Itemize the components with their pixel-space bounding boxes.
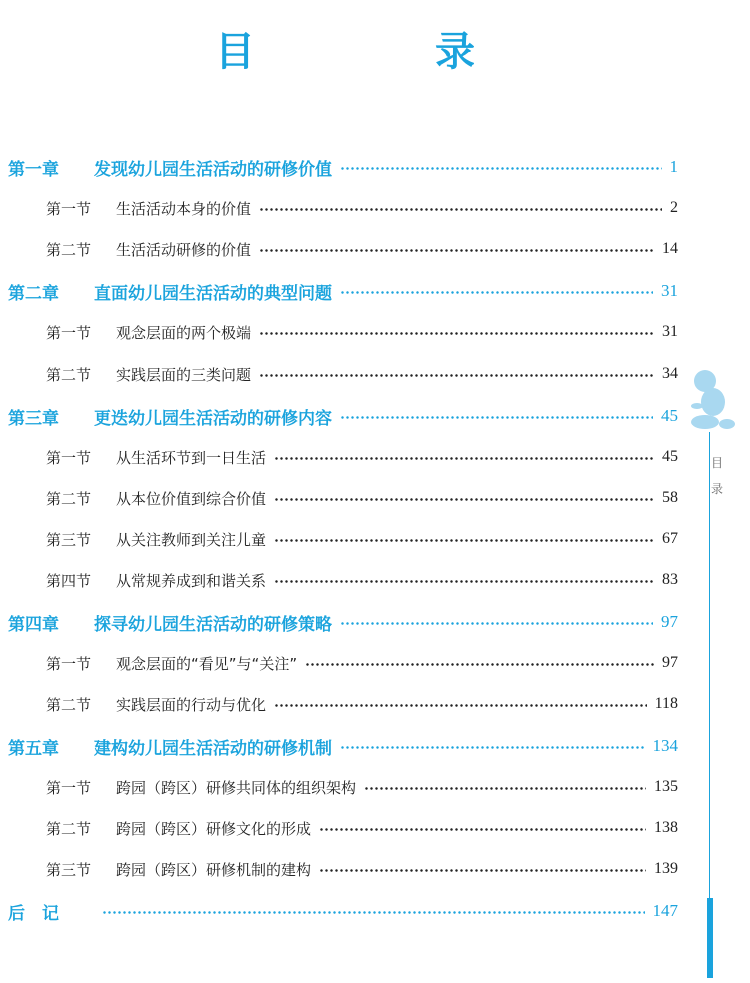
dot-leader (259, 208, 662, 211)
dot-leader (102, 911, 645, 914)
toc-page-number: 58 (662, 489, 678, 506)
toc-page-number: 97 (662, 654, 678, 671)
toc-entry-title: 建构幼儿园生活活动的研修机制 (94, 738, 332, 759)
toc-section-row[interactable] (46, 482, 678, 514)
toc-entry-number: 第一节 (46, 323, 92, 342)
dot-leader (274, 539, 654, 542)
toc-entry-number: 第二节 (46, 695, 92, 714)
toc-entry-title: 实践层面的行动与优化 (116, 695, 267, 714)
dot-leader (274, 498, 654, 501)
toc-entry-number: 第二章 (8, 283, 59, 304)
dot-leader (305, 663, 654, 666)
dot-leader (274, 580, 654, 583)
toc-chapter-row[interactable] (8, 606, 678, 638)
toc-entry-title: 生活活动研修的价值 (116, 240, 252, 259)
toc-entry-number: 第三节 (46, 860, 92, 879)
toc-entry-title: 探寻幼儿园生活活动的研修策略 (94, 614, 332, 635)
toc-entry-number: 第二节 (46, 819, 92, 838)
dot-leader (259, 332, 654, 335)
toc-entry-title: 观念层面的“看见”与“关注” (116, 654, 298, 673)
sidebar-label-char: 录 (710, 482, 723, 496)
dot-leader (259, 249, 654, 252)
toc-entry-title: 生活活动本身的价值 (116, 199, 252, 218)
toc-entry-title: 更迭幼儿园生活活动的研修内容 (94, 408, 332, 429)
toc-section-row[interactable] (46, 192, 678, 224)
page-title: 目 录 (215, 29, 545, 75)
crawling-child-illustration (683, 366, 739, 432)
toc-entry-title: 跨园（跨区）研修文化的形成 (116, 819, 312, 838)
toc-section-row[interactable] (46, 853, 678, 885)
toc-entry-number: 第三章 (8, 408, 59, 429)
dot-leader (274, 704, 647, 707)
toc-page-number: 138 (654, 819, 678, 836)
toc-entry-title: 实践层面的三类问题 (116, 365, 252, 384)
toc-section-row[interactable] (46, 647, 678, 679)
toc-section-row[interactable] (46, 233, 678, 265)
toc-page-number: 45 (661, 406, 678, 425)
toc-section-row[interactable] (46, 812, 678, 844)
toc-page-number: 34 (662, 365, 678, 382)
toc-entry-title: 跨园（跨区）研修机制的建构 (116, 860, 312, 879)
sidebar-bar (707, 898, 713, 978)
dot-leader (340, 167, 662, 170)
toc-entry-number: 第一节 (46, 654, 92, 673)
toc-entry-title: 从本位价值到综合价值 (116, 489, 267, 508)
sidebar-label (707, 450, 727, 502)
dot-leader (274, 457, 654, 460)
dot-leader (319, 828, 646, 831)
toc-entry-number: 后 记 (8, 903, 59, 924)
sidebar-line (709, 432, 710, 977)
toc-page-number: 97 (661, 612, 678, 631)
toc-entry-number: 第二节 (46, 240, 92, 259)
toc-section-row[interactable] (46, 564, 678, 596)
toc-page-number: 134 (652, 736, 678, 755)
dot-leader (259, 374, 654, 377)
toc-page-number: 118 (654, 695, 678, 712)
toc-entry-number: 第四章 (8, 614, 59, 635)
toc-section-row[interactable] (46, 316, 678, 348)
toc-entry-title: 从常规养成到和谐关系 (116, 571, 267, 590)
dot-leader (340, 746, 645, 749)
toc-chapter-row[interactable] (8, 275, 678, 307)
toc-page-number: 83 (662, 571, 678, 588)
toc-entry-number: 第一章 (8, 159, 59, 180)
toc-entry-title: 直面幼儿园生活活动的典型问题 (94, 283, 332, 304)
toc-entry-number: 第二节 (46, 365, 92, 384)
toc-entry-number: 第一节 (46, 199, 92, 218)
toc-entry-number: 第二节 (46, 489, 92, 508)
toc-entry-title: 从关注教师到关注儿童 (116, 530, 267, 549)
sidebar-label-char: 目 (710, 456, 723, 470)
toc-section-row[interactable] (46, 688, 678, 720)
toc-chapter-row[interactable] (8, 895, 678, 927)
dot-leader (340, 622, 653, 625)
dot-leader (364, 787, 646, 790)
toc-page-number: 67 (662, 530, 678, 547)
toc-entry-number: 第四节 (46, 571, 92, 590)
toc-entry-title: 发现幼儿园生活活动的研修价值 (94, 159, 332, 180)
toc-entry-title: 从生活环节到一日生活 (116, 448, 267, 467)
toc-page-number: 135 (654, 778, 678, 795)
toc-entry-number: 第一节 (46, 448, 92, 467)
dot-leader (340, 291, 653, 294)
toc-section-row[interactable] (46, 358, 678, 390)
toc-chapter-row[interactable] (8, 400, 678, 432)
toc-entry-title: 观念层面的两个极端 (116, 323, 252, 342)
toc-chapter-row[interactable] (8, 730, 678, 762)
dot-leader (340, 416, 653, 419)
toc-page-number: 45 (662, 448, 678, 465)
toc-chapter-row[interactable] (8, 151, 678, 183)
toc-section-row[interactable] (46, 441, 678, 473)
toc-page-number: 147 (652, 901, 678, 920)
toc-page-number: 31 (661, 281, 678, 300)
toc-entry-title: 跨园（跨区）研修共同体的组织架构 (116, 778, 357, 797)
dot-leader (319, 869, 646, 872)
toc-page-number: 139 (654, 860, 678, 877)
toc-entry-number: 第三节 (46, 530, 92, 549)
toc-entry-number: 第五章 (8, 738, 59, 759)
toc-page-number: 2 (670, 199, 678, 216)
toc-page-number: 1 (669, 157, 678, 176)
toc-page-number: 14 (662, 240, 678, 257)
toc-section-row[interactable] (46, 771, 678, 803)
toc-entry-number: 第一节 (46, 778, 92, 797)
toc-page-number: 31 (662, 323, 678, 340)
toc-section-row[interactable] (46, 523, 678, 555)
